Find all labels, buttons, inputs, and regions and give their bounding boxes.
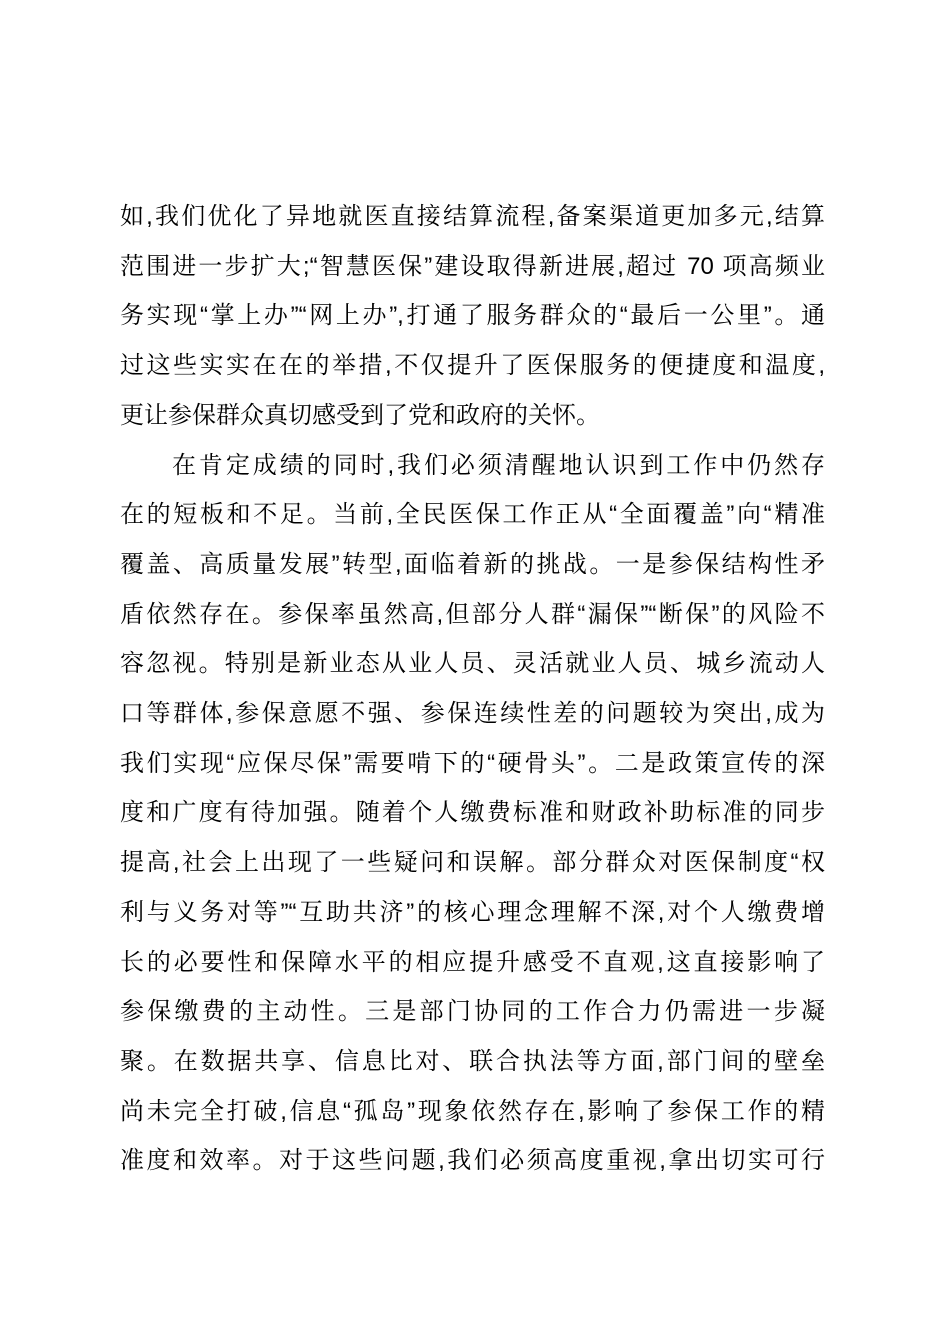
paragraph-2: [120, 441, 825, 1187]
text-line: 提高,社会上出现了一些疑问和误解。部分群众对医保制度“权: [120, 849, 825, 877]
text-line: 容忽视。特别是新业态从业人员、灵活就业人员、城乡流动人: [120, 650, 825, 678]
text-line: 度和广度有待加强。随着个人缴费标准和财政补助标准的同步: [120, 799, 825, 827]
text-line: 长的必要性和保障水平的相应提升感受不直观,这直接影响了: [120, 948, 825, 976]
text-line: 覆盖、高质量发展”转型,面临着新的挑战。一是参保结构性矛: [120, 550, 825, 578]
text-line: 聚。在数据共享、信息比对、联合执法等方面,部门间的壁垒: [120, 1047, 825, 1075]
text-line: 更让参保群众真切感受到了党和政府的关怀。: [120, 401, 600, 429]
text-line: 利与义务对等”“互助共济”的核心理念理解不深,对个人缴费增: [120, 898, 825, 926]
text-line: 参保缴费的主动性。三是部门协同的工作合力仍需进一步凝: [120, 998, 825, 1026]
text-line: 务实现“掌上办”“网上办”,打通了服务群众的“最后一公里”。通: [120, 302, 825, 330]
text-line: 如,我们优化了异地就医直接结算流程,备案渠道更加多元,结算: [120, 203, 825, 230]
text-line: 过这些实实在在的举措,不仅提升了医保服务的便捷度和温度,: [120, 352, 825, 380]
text-line: 在的短板和不足。当前,全民医保工作正从“全面覆盖”向“精准: [120, 501, 825, 529]
text-line: 范围进一步扩大;“智慧医保”建设取得新进展,超过 70 项高频业: [120, 252, 825, 280]
text-line: 尚未完全打破,信息“孤岛”现象依然存在,影响了参保工作的精: [120, 1097, 825, 1125]
text-line: 盾依然存在。参保率虽然高,但部分人群“漏保”“断保”的风险不: [120, 600, 825, 628]
paragraph-1: [120, 192, 825, 441]
text-line: 准度和效率。对于这些问题,我们必须高度重视,拿出切实可行: [120, 1147, 825, 1175]
text-line: 口等群体,参保意愿不强、参保连续性差的问题较为突出,成为: [120, 700, 825, 728]
text-line: 我们实现“应保尽保”需要啃下的“硬骨头”。二是政策宣传的深: [120, 749, 825, 777]
text-line: 在肯定成绩的同时,我们必须清醒地认识到工作中仍然存: [172, 451, 825, 479]
